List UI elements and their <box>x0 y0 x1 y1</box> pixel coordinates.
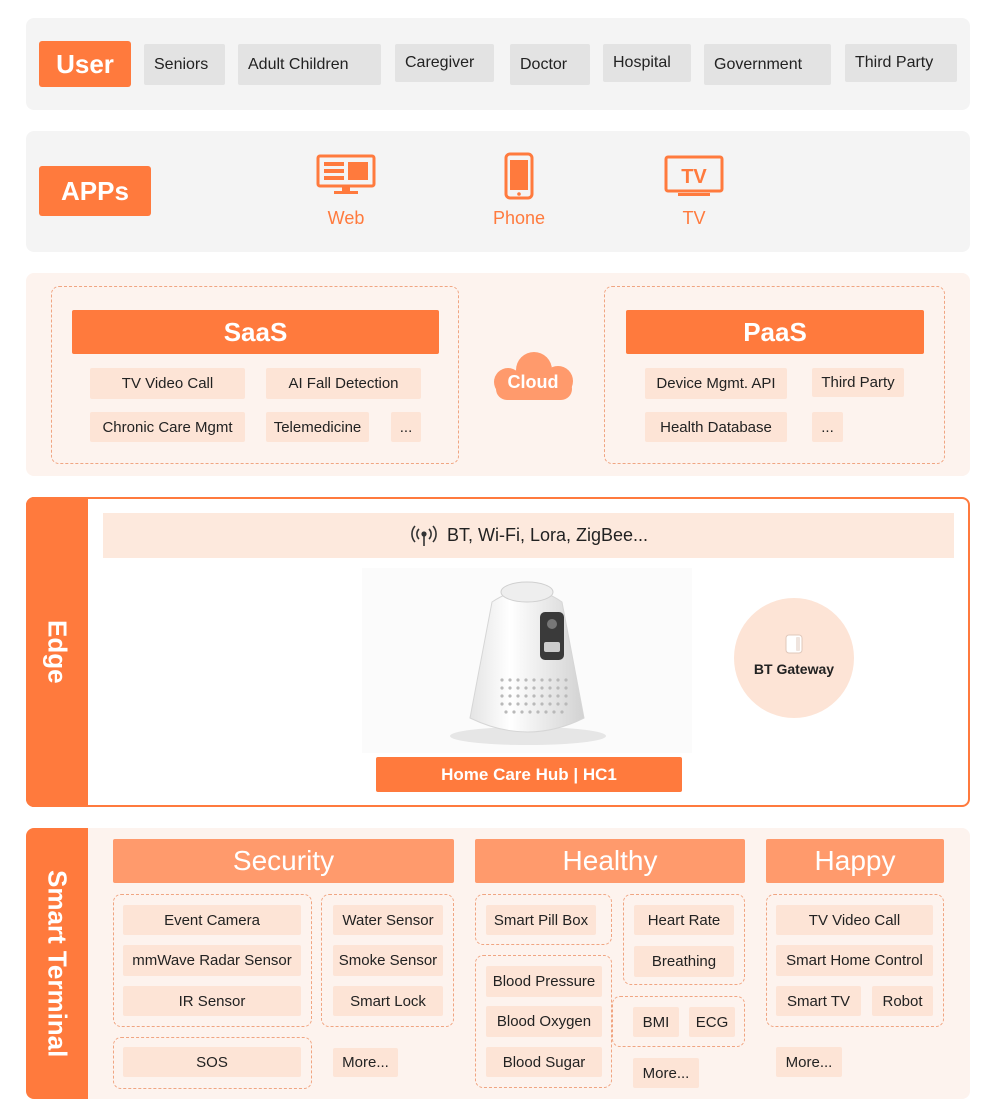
paas-item: Device Mgmt. API <box>645 368 787 399</box>
role-third-party: Third Party <box>845 44 957 82</box>
security-item: mmWave Radar Sensor <box>123 945 301 976</box>
happy-item: TV Video Call <box>776 905 933 935</box>
protocol-text: BT, Wi-Fi, Lora, ZigBee... <box>446 525 649 545</box>
security-more: More... <box>333 1048 398 1077</box>
healthy-item-pill-box: Smart Pill Box <box>486 905 596 935</box>
paas-item: Third Party <box>812 368 904 397</box>
app-phone-label: Phone <box>492 208 546 228</box>
security-item: IR Sensor <box>123 986 301 1016</box>
role-seniors: Seniors <box>144 44 225 85</box>
user-layer-tag: User <box>39 41 131 87</box>
role-caregiver: Caregiver <box>395 44 494 82</box>
paas-item: ... <box>812 412 843 442</box>
saas-item: ... <box>391 412 421 442</box>
app-web <box>296 152 396 232</box>
cloud-icon <box>486 348 580 402</box>
security-title: Security <box>113 839 454 883</box>
app-tv-label: TV <box>682 208 706 228</box>
saas-item: Telemedicine <box>266 412 369 442</box>
healthy-item: Blood Oxygen <box>486 1006 602 1037</box>
hub-label: Home Care Hub | HC1 <box>376 757 682 792</box>
healthy-more: More... <box>633 1058 699 1088</box>
happy-more: More... <box>776 1047 842 1077</box>
tv-icon-text: TV <box>681 166 707 188</box>
gateway-device-icon <box>783 633 805 655</box>
cloud-label: Cloud <box>507 372 559 392</box>
healthy-item: Blood Pressure <box>486 966 602 997</box>
saas-item: AI Fall Detection <box>266 368 421 399</box>
healthy-item: Blood Sugar <box>486 1047 602 1077</box>
bt-gateway <box>734 598 854 718</box>
security-item-sos: SOS <box>123 1047 301 1077</box>
paas-title: PaaS <box>626 310 924 354</box>
hub-device-image <box>362 568 692 753</box>
edge-layer-label: Edge <box>42 620 73 684</box>
role-government: Government <box>704 44 831 85</box>
happy-item: Smart Home Control <box>776 945 933 976</box>
phone-icon <box>504 152 534 200</box>
edge-layer-tag <box>26 497 88 807</box>
healthy-item-ecg: ECG <box>689 1007 735 1037</box>
happy-item: Robot <box>872 986 933 1016</box>
happy-item: Smart TV <box>776 986 861 1016</box>
saas-item: Chronic Care Mgmt <box>90 412 245 442</box>
saas-item: TV Video Call <box>90 368 245 399</box>
terminal-layer-label: Smart Terminal <box>42 869 73 1058</box>
tv-icon <box>664 155 724 199</box>
healthy-title: Healthy <box>475 839 745 883</box>
healthy-item: Heart Rate <box>634 905 734 935</box>
app-web-label: Web <box>327 208 365 228</box>
wireless-signal-icon <box>409 524 439 548</box>
role-hospital: Hospital <box>603 44 691 82</box>
app-phone <box>469 152 569 232</box>
app-tv <box>644 152 744 232</box>
apps-layer-tag: APPs <box>39 166 151 216</box>
role-doctor: Doctor <box>510 44 590 85</box>
terminal-layer-tag <box>26 828 88 1099</box>
protocol-bar <box>103 513 954 558</box>
security-item: Water Sensor <box>333 905 443 935</box>
paas-item: Health Database <box>645 412 787 442</box>
security-item: Smoke Sensor <box>333 945 443 976</box>
happy-title: Happy <box>766 839 944 883</box>
security-item: Event Camera <box>123 905 301 935</box>
security-item: Smart Lock <box>333 986 443 1016</box>
monitor-icon <box>316 154 376 196</box>
role-adult-children: Adult Children <box>238 44 381 85</box>
bt-gateway-label: BT Gateway <box>753 661 835 677</box>
saas-title: SaaS <box>72 310 439 354</box>
healthy-item-bmi: BMI <box>633 1007 679 1037</box>
healthy-item: Breathing <box>634 946 734 977</box>
